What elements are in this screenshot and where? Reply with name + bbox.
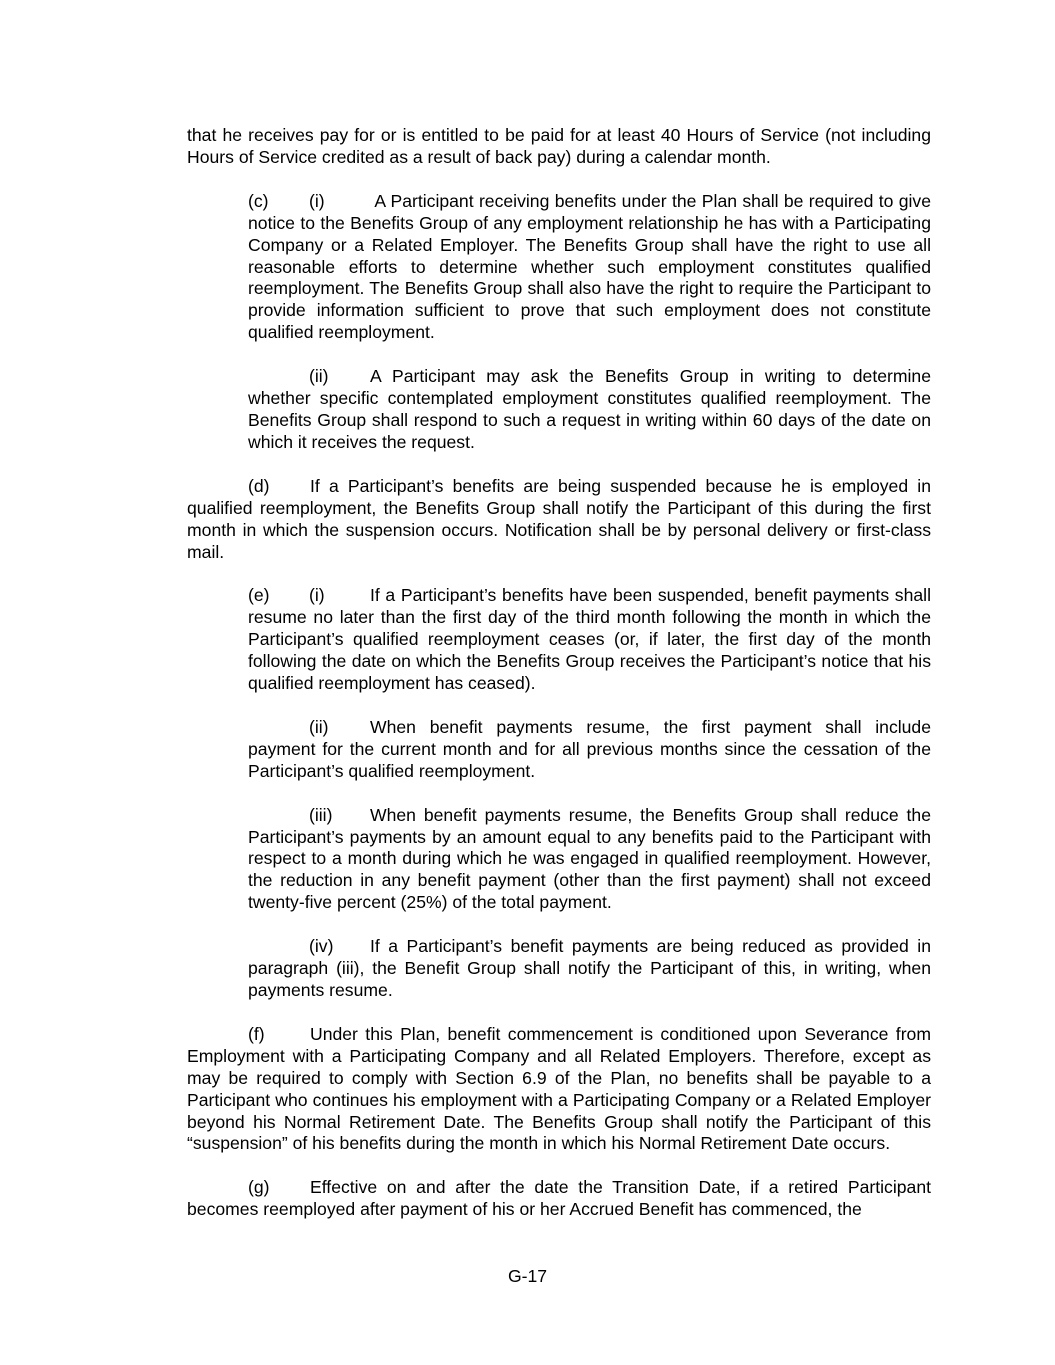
paragraph-label: (e) xyxy=(248,585,270,606)
paragraph-text: If a Participant’s benefits are being suspended because he is employed in qualified reemployment, the Benefits Group shall notify the Participant of this during the first month in which the suspension occurs. Notification shall be by personal delivery or first-class mail. xyxy=(187,475,931,562)
paragraph-e-ii xyxy=(187,717,931,783)
paragraph-sublabel: (i) xyxy=(309,585,325,606)
paragraph-sublabel: (i) xyxy=(309,190,325,211)
paragraph-label: (d) xyxy=(248,475,270,496)
paragraph-text: A Participant receiving benefits under the Plan shall be required to give notice to the Benefits Group of any employment relationship he has with a Participating Company or a Related Employer. The Benefits Group shall have the right to use all reasonable efforts to determine whether such employment constitutes qualified reemployment. The Benefits Group shall also have the right to require the Participant to provide information sufficient to prove that such employment does not constitute qualified reemployment. xyxy=(248,190,931,343)
paragraph-label: (c) xyxy=(248,190,269,211)
paragraph-text: If a Participant’s benefit payments are being reduced as provided in paragraph (iii), the Benefit Group shall notify the Participant of this, in writing, when payments resume. xyxy=(248,936,931,1000)
paragraph-text: When benefit payments resume, the first payment shall include payment for the current month and for all previous months since the cessation of the Participant’s qualified reemployment. xyxy=(248,716,931,781)
paragraph-label: (iv) xyxy=(309,936,334,957)
paragraph-label: (g) xyxy=(248,1177,270,1198)
paragraph-label: (ii) xyxy=(309,366,329,387)
paragraph-c-ii xyxy=(187,366,931,454)
paragraph-text: When benefit payments resume, the Benefits Group shall reduce the Participant’s payments by an amount equal to any benefits paid to the Participant with respect to a month during which he was engaged in qualified reemployment. However, the reduction in any benefit payment (other than the first payment) shall not exceed twenty-five percent (25%) of the total payment. xyxy=(248,804,931,913)
paragraph-e-iv xyxy=(187,936,931,1002)
paragraph-label: (iii) xyxy=(309,804,333,825)
paragraph-d xyxy=(187,476,931,564)
paragraph-text: Effective on and after the date the Transition Date, if a retired Participant becomes reemployed after payment of his or her Accrued Benefit has commenced, the xyxy=(187,1177,931,1220)
paragraph-label: (ii) xyxy=(309,716,329,737)
paragraph-f xyxy=(187,1024,931,1155)
paragraph-text: that he receives pay for or is entitled to be paid for at least 40 Hours of Service (not including Hours of Service credited as a result of back pay) during a calendar month. xyxy=(187,125,931,167)
paragraph-e-i xyxy=(187,585,931,695)
document-body xyxy=(187,125,931,1243)
paragraph-text: If a Participant’s benefits have been suspended, benefit payments shall resume no later than the first day of the third month following the month in which the Participant’s qualified reemployment ceases (or, if later, the first day of the month following the date on which the Benefits Group receives the Participant’s notice that his qualified reemployment has ceased). xyxy=(248,585,931,694)
paragraph-label: (f) xyxy=(248,1023,265,1044)
paragraph-text: Under this Plan, benefit commencement is conditioned upon Severance from Employment with a Participating Company and all Related Employers. Therefore, except as may be required to comply with Section 6.9 of the Plan, no benefits shall be payable to a Participant who continues his employment with a Participating Company or a Related Employer beyond his Normal Retirement Date. The Benefits Group shall notify the Participant of this “suspension” of his benefits during the month in which his Normal Retirement Date occurs. xyxy=(187,1023,931,1154)
paragraph-c-i xyxy=(187,191,931,344)
paragraph-text: A Participant may ask the Benefits Group in writing to determine whether specific contemplated employment constitutes qualified reemployment. The Benefits Group shall respond to such a request in writing within 60 days of the date on which it receives the request. xyxy=(248,366,931,452)
paragraph-intro xyxy=(187,125,931,169)
paragraph-e-iii xyxy=(187,805,931,915)
page-number: G-17 xyxy=(507,1266,548,1286)
paragraph-g xyxy=(187,1177,931,1221)
